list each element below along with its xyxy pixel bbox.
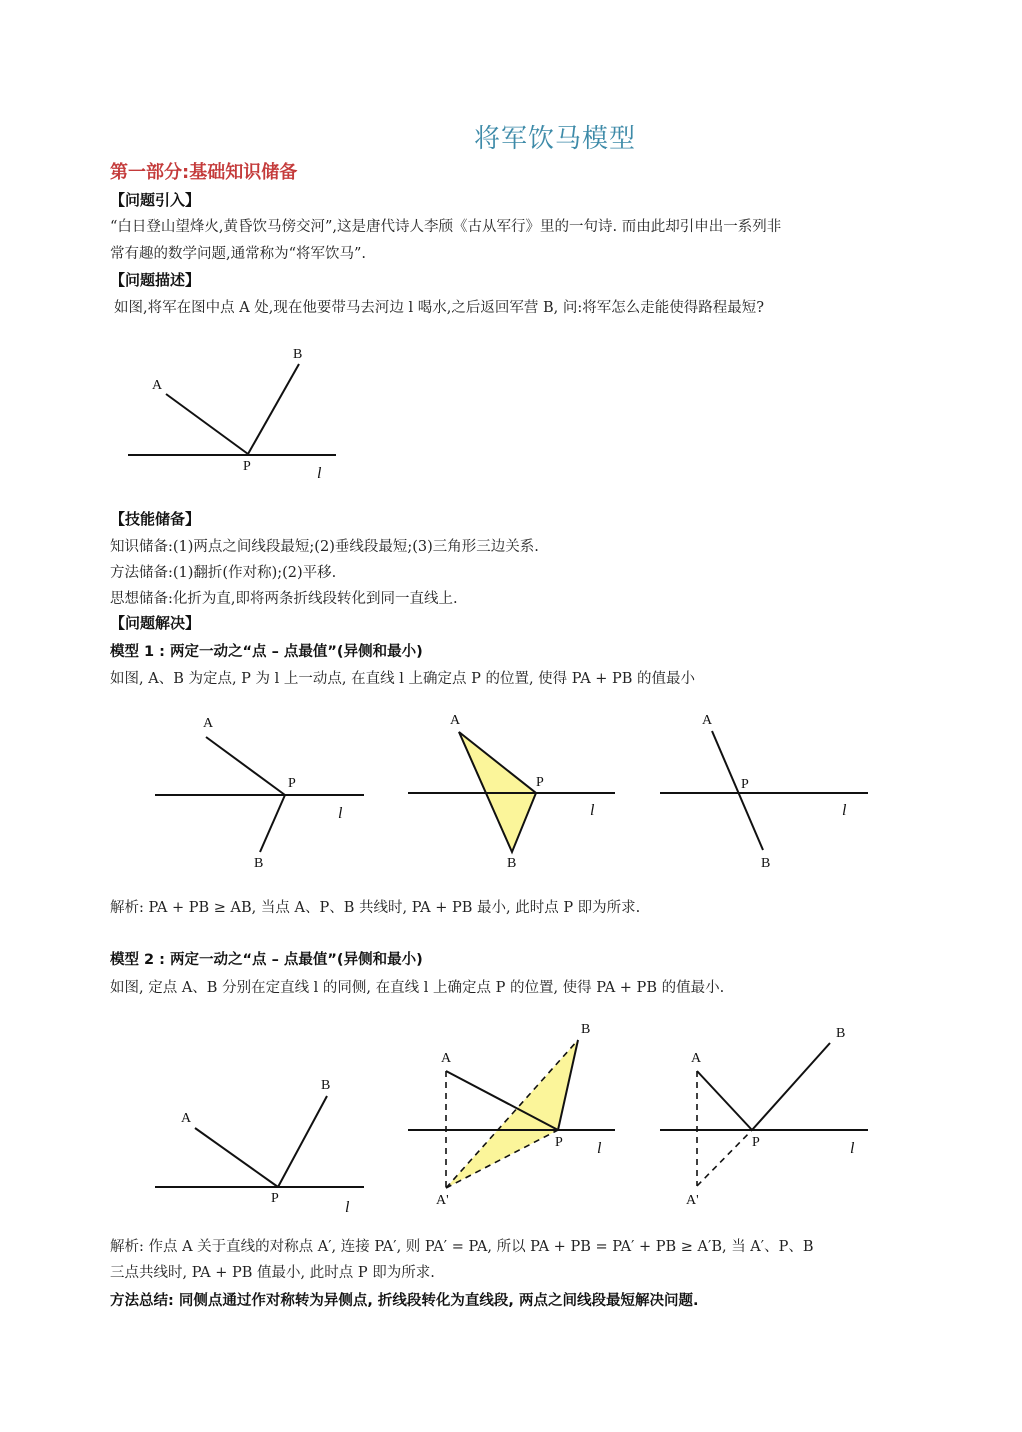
point-label-p: P	[288, 776, 296, 791]
heading-problem-intro: 【问题引入】	[110, 191, 201, 209]
model1-title: 模型 1 : 两定一动之“点 – 点最值”(异侧和最小)	[110, 644, 423, 660]
description-line: 如图,将军在图中点 A 处,现在他要带马去河边 l 喝水,之后返回军营 B, 问:将军怎么走能使得路程最短?	[114, 300, 765, 316]
heading-skills: 【技能储备】	[110, 510, 201, 528]
point-label-l: l	[850, 1140, 855, 1157]
label-p: P	[243, 459, 251, 474]
point-label-p: P	[536, 775, 544, 790]
skills-method: 方法储备:(1)翻折(作对称);(2)平移.	[110, 565, 337, 581]
point-label-a: A	[181, 1111, 192, 1126]
model2-title: 模型 2 : 两定一动之“点 – 点最值”(异侧和最小)	[110, 952, 423, 968]
label-b: B	[293, 347, 303, 362]
point-label-b: B	[321, 1078, 331, 1093]
intro-line-2: 常有趣的数学问题,通常称为“将军饮马”.	[110, 246, 367, 262]
point-label-a: A	[702, 713, 713, 728]
point-label-b: B	[761, 856, 771, 871]
heading-solve: 【问题解决】	[110, 614, 201, 632]
point-label-b: B	[507, 856, 517, 871]
model1-analysis: 解析: PA + PB ≥ AB, 当点 A、P、B 共线时, PA + PB 最小, 此时点 P 即为所求.	[110, 900, 641, 916]
point-label-a: A	[691, 1051, 702, 1066]
section-heading-part1: 第一部分:基础知识储备	[110, 162, 298, 183]
model1-description: 如图, A、B 为定点, P 为 l 上一动点, 在直线 l 上确定点 P 的位置, 使得 PA + PB 的值最小	[110, 671, 696, 687]
point-label-p: P	[752, 1135, 760, 1150]
point-label-b: B	[254, 856, 264, 871]
label-l: l	[317, 465, 322, 482]
skills-thought: 思想储备:化折为直,即将两条折线段转化到同一直线上.	[110, 591, 458, 607]
point-label-l: l	[590, 802, 595, 819]
point-label-a: A	[450, 713, 461, 728]
point-label-b: B	[581, 1022, 591, 1037]
model2-description: 如图, 定点 A、B 分别在定直线 l 的同侧, 在直线 l 上确定点 P 的位置, 使得 PA + PB 的值最小.	[110, 980, 725, 996]
point-label-l: l	[842, 802, 847, 819]
model2-analysis-line2: 三点共线时, PA + PB 值最小, 此时点 P 即为所求.	[110, 1265, 435, 1281]
page-title: 将军饮马模型	[473, 124, 636, 154]
label-a: A	[152, 378, 163, 393]
point-label-l: l	[597, 1140, 602, 1157]
point-label-b: B	[836, 1026, 846, 1041]
intro-line-1: “白日登山望烽火,黄昏饮马傍交河”,这是唐代诗人李颀《古从军行》里的一句诗. 而由此却引申出一系列非	[110, 219, 782, 235]
point-label-p: P	[555, 1135, 563, 1150]
point-label-p: P	[271, 1191, 279, 1206]
point-label-a-prime: A'	[436, 1193, 449, 1208]
point-label-a-prime: A'	[686, 1193, 699, 1208]
model2-analysis-line1: 解析: 作点 A 关于直线的对称点 A′, 连接 PA′, 则 PA′ = PA, 所以 PA + PB = PA′ + PB ≥ A′B, 当 A′、P、B	[110, 1239, 814, 1255]
point-label-a: A	[441, 1051, 452, 1066]
point-label-l: l	[345, 1199, 350, 1216]
skills-knowledge: 知识储备:(1)两点之间线段最短;(2)垂线段最短;(3)三角形三边关系.	[110, 539, 539, 555]
point-label-a: A	[203, 716, 214, 731]
method-summary: 方法总结: 同侧点通过作对称转为异侧点, 折线段转化为直线段, 两点之间线段最短解决问题.	[110, 1293, 699, 1309]
heading-problem-description: 【问题描述】	[110, 271, 201, 289]
point-label-l: l	[338, 805, 343, 822]
point-label-p: P	[741, 777, 749, 792]
